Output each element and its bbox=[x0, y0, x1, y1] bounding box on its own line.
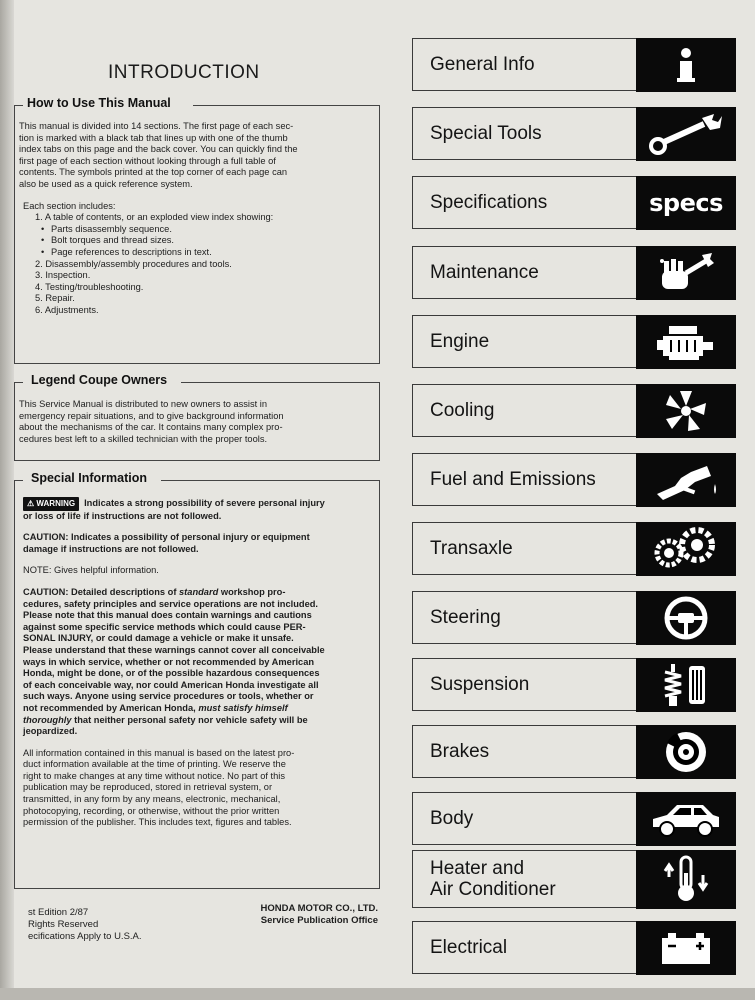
tab-specifications[interactable] bbox=[412, 176, 736, 229]
brake-disc-icon bbox=[636, 725, 736, 779]
legend-line: emergency repair situations, and to give background information bbox=[19, 410, 284, 421]
page-bottom-edge bbox=[0, 988, 755, 1000]
caution-detail-line: thoroughly that neither personal safety nor vehicle safety will be bbox=[23, 714, 308, 725]
warning-text: or loss of life if instructions are not followed. bbox=[23, 510, 222, 521]
legend-line: about the mechanisms of the car. It contains many complex pro- bbox=[19, 422, 283, 433]
how-to-use-heading: How to Use This Manual bbox=[27, 96, 171, 110]
car-body-icon bbox=[636, 792, 736, 846]
caution-detail-line: CAUTION: Detailed descriptions of standard workshop pro- bbox=[23, 586, 286, 597]
tab-label: Brakes bbox=[430, 740, 490, 762]
shock-absorber-icon bbox=[636, 658, 736, 712]
special-info-heading: Special Information bbox=[31, 471, 147, 485]
legend-owners-heading: Legend Coupe Owners bbox=[31, 373, 168, 387]
bullet-item: • Parts disassembly sequence. bbox=[19, 224, 377, 236]
tab-special-tools[interactable] bbox=[412, 107, 736, 160]
list-item: 1. A table of contents, or an exploded view index showing: bbox=[35, 212, 274, 223]
maintenance-icon bbox=[636, 246, 736, 300]
caution-detail-line: jeopardized. bbox=[23, 726, 78, 737]
how-to-use-line: index tabs on this page and the back cover. You can quickly find the bbox=[19, 144, 298, 155]
tab-label: Cooling bbox=[430, 399, 495, 421]
special-info-box bbox=[14, 471, 380, 889]
battery-icon bbox=[636, 921, 736, 975]
info-line: photocopying, recording, or otherwise, without the prior written bbox=[23, 805, 280, 816]
includes-intro: Each section includes: bbox=[23, 200, 116, 211]
tab-label: Specifications bbox=[430, 191, 548, 213]
wrench-icon bbox=[636, 107, 736, 161]
list-item: 6. Adjustments. bbox=[35, 304, 99, 315]
caution-detail-line: ways in which service, whether or not recommended by American bbox=[23, 656, 315, 667]
caution-detail-line: Please note that this manual does contain warnings and cautions bbox=[23, 610, 312, 621]
warning-text: Indicates a strong possibility of severe personal injury bbox=[84, 498, 325, 508]
tab-suspension[interactable] bbox=[412, 658, 736, 711]
tab-label-line: Heater and bbox=[430, 858, 525, 879]
legend-owners-box bbox=[14, 373, 380, 461]
how-to-use-line: tion is marked with a black tab that lines up with one of the thumb bbox=[19, 132, 288, 143]
bullet-item: • Page references to descriptions in text. bbox=[19, 247, 377, 259]
page-fold-shadow bbox=[0, 0, 14, 1000]
info-icon bbox=[636, 38, 736, 92]
tab-maintenance[interactable] bbox=[412, 246, 736, 299]
info-line: publication may be reproduced, stored in retrieval system, or bbox=[23, 782, 273, 793]
publisher-line: HONDA MOTOR CO., LTD. bbox=[260, 903, 378, 914]
caution-detail-line: SONAL INJURY, or could damage a vehicle or make it unsafe. bbox=[23, 633, 294, 644]
caution-detail-line: Please understand that these warnings cannot cover all conceivable bbox=[23, 644, 325, 655]
info-line: duct information available at the time of printing. We reserve the bbox=[23, 759, 286, 770]
tab-label: Transaxle bbox=[430, 537, 513, 559]
temperature-icon bbox=[636, 850, 736, 909]
publisher-info bbox=[248, 903, 378, 927]
tab-label: Steering bbox=[430, 606, 501, 628]
list-item: 3. Inspection. bbox=[35, 270, 91, 281]
caution-detail-line: such ways. Anyone using service procedures or tools, whether or bbox=[23, 691, 314, 702]
tab-label bbox=[430, 858, 556, 900]
tab-label-line: Air Conditioner bbox=[430, 879, 556, 900]
warning-badge: ⚠ WARNING bbox=[23, 497, 79, 511]
edition-line: ecifications Apply to U.S.A. bbox=[28, 931, 142, 942]
tab-engine[interactable] bbox=[412, 315, 736, 368]
how-to-use-line: also be used as a quick reference system. bbox=[19, 178, 193, 189]
legend-line: This Service Manual is distributed to new owners to assist in bbox=[19, 399, 268, 409]
tab-electrical[interactable] bbox=[412, 921, 736, 974]
how-to-use-line: first page of each section without looking through a full table of bbox=[19, 155, 276, 166]
tab-steering[interactable] bbox=[412, 591, 736, 644]
fan-icon bbox=[636, 384, 736, 438]
tab-label: General Info bbox=[430, 53, 535, 75]
edition-line: st Edition 2/87 bbox=[28, 907, 89, 918]
note-text: NOTE: Gives helpful information. bbox=[23, 565, 159, 576]
caution-detail-line: cedures, safety principles and service operations are not included. bbox=[23, 598, 319, 609]
how-to-use-box bbox=[14, 96, 380, 364]
tab-label: Engine bbox=[430, 330, 490, 352]
tab-label: Body bbox=[430, 807, 474, 829]
caution-detail-line: against some specific service methods which could cause PER- bbox=[23, 621, 306, 632]
how-to-use-line: This manual is divided into 14 sections. The first page of each sec- bbox=[19, 121, 294, 131]
tab-cooling[interactable] bbox=[412, 384, 736, 437]
tab-label: Special Tools bbox=[430, 122, 542, 144]
tab-label: Electrical bbox=[430, 936, 508, 958]
caution-detail-line: Honda, might be done, or of the possible hazardous consequences bbox=[23, 668, 320, 679]
fuel-nozzle-icon bbox=[636, 453, 736, 507]
edition-info bbox=[28, 907, 142, 943]
tab-brakes[interactable] bbox=[412, 725, 736, 778]
tab-general-info[interactable] bbox=[412, 38, 736, 91]
specs-icon: specs bbox=[636, 176, 736, 230]
info-line: All information contained in this manual is based on the latest pro- bbox=[23, 747, 295, 758]
bullet-item: • Bolt torques and thread sizes. bbox=[19, 235, 377, 247]
tab-body[interactable] bbox=[412, 792, 736, 845]
engine-icon bbox=[636, 315, 736, 369]
caution-detail-line: not recommended by American Honda, must satisfy himself bbox=[23, 702, 288, 713]
list-item: 4. Testing/troubleshooting. bbox=[35, 281, 144, 292]
page-title: INTRODUCTION bbox=[108, 62, 260, 83]
how-to-use-line: contents. The symbols printed at the top corner of each page can bbox=[19, 167, 288, 178]
list-item: 2. Disassembly/assembly procedures and tools. bbox=[35, 258, 232, 269]
steering-wheel-icon bbox=[636, 591, 736, 645]
legend-line: cedures best left to a skilled technician with the proper tools. bbox=[19, 433, 268, 444]
gears-icon bbox=[636, 522, 736, 576]
tab-fuel-emissions[interactable] bbox=[412, 453, 736, 506]
edition-line: Rights Reserved bbox=[28, 919, 99, 930]
tab-label: Suspension bbox=[430, 673, 530, 695]
tab-label: Maintenance bbox=[430, 261, 539, 283]
caution-detail-line: of each conceivable way, nor could American Honda investigate all bbox=[23, 679, 319, 690]
caution-text: CAUTION: Indicates a possibility of personal injury or equipment bbox=[23, 532, 310, 543]
info-line: transmitted, in any form by any means, electronic, mechanical, bbox=[23, 794, 281, 805]
list-item: 5. Repair. bbox=[35, 293, 75, 304]
tab-label: Fuel and Emissions bbox=[430, 468, 596, 490]
info-line: permission of the publisher. This includes text, figures and tables. bbox=[23, 817, 292, 828]
caution-text: damage if instructions are not followed. bbox=[23, 543, 199, 554]
tab-heater-ac[interactable] bbox=[412, 850, 736, 908]
tab-transaxle[interactable] bbox=[412, 522, 736, 575]
info-line: right to make changes at any time without notice. No part of this bbox=[23, 770, 285, 781]
publisher-line: Service Publication Office bbox=[260, 915, 378, 926]
